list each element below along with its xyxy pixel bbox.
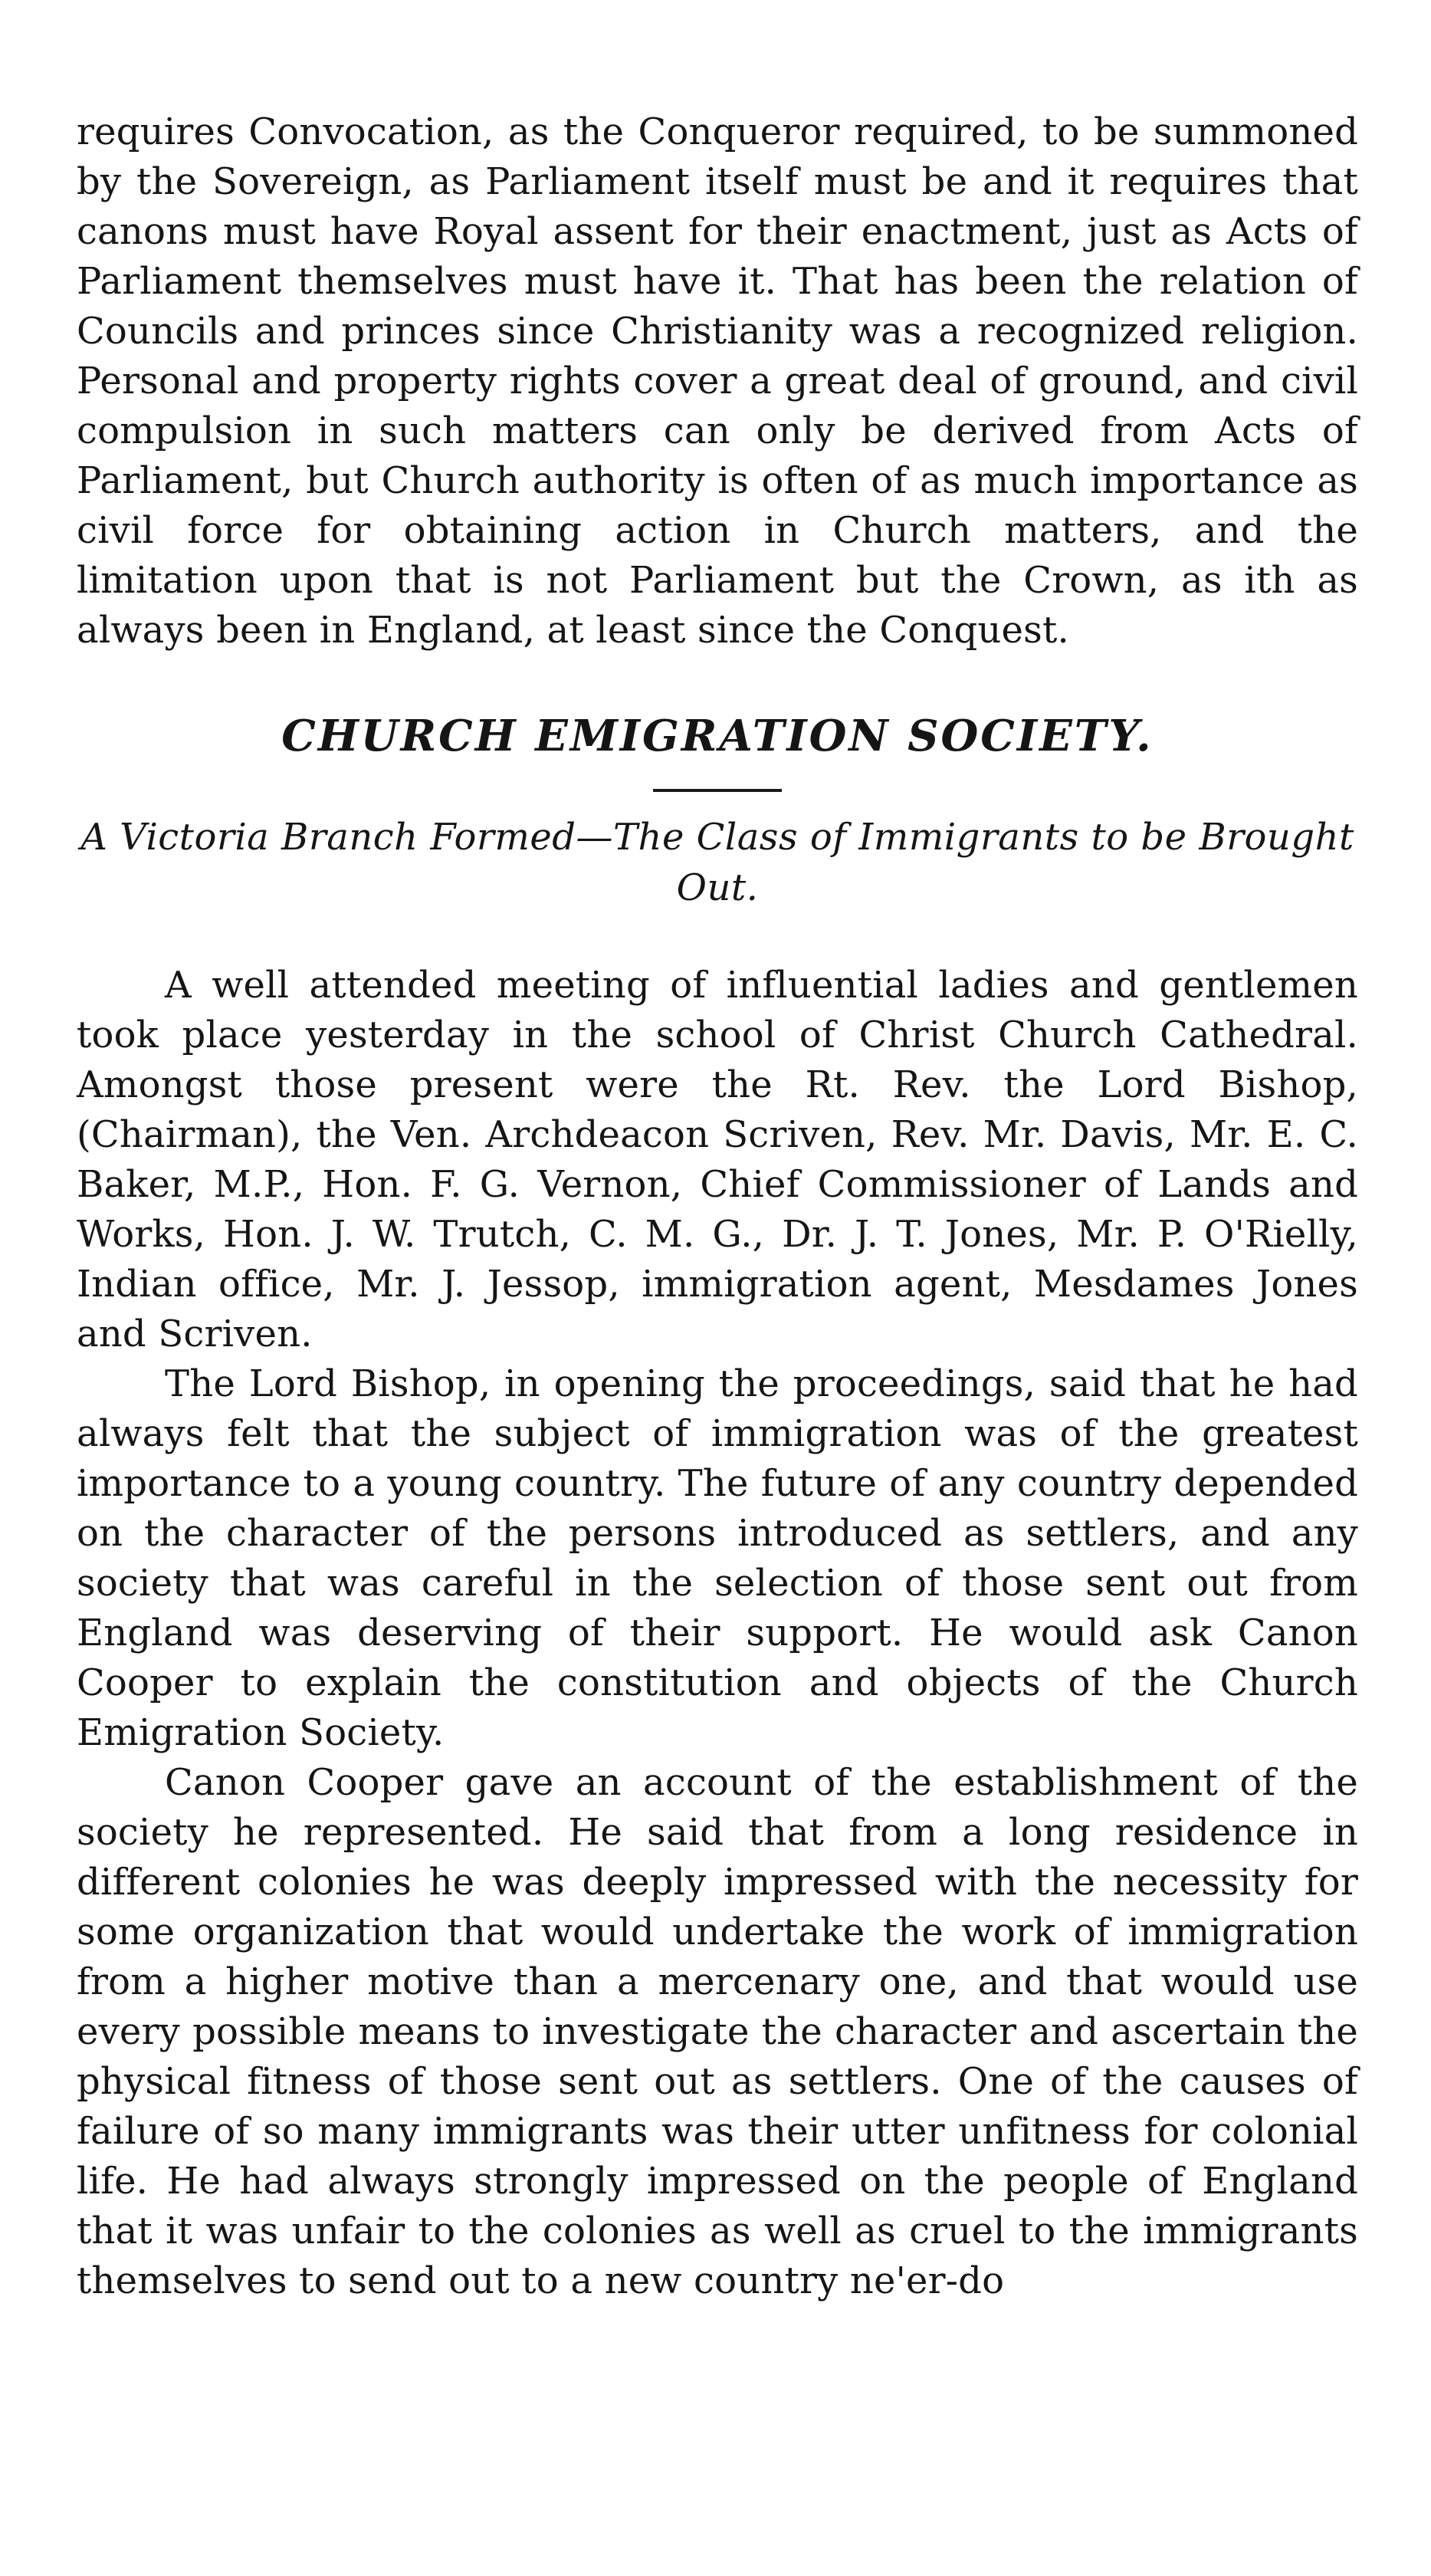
- heading-divider: [653, 789, 782, 792]
- paragraph-meeting: A well attended meeting of influential ladies and gentlemen took place yesterday in the school of Christ Church Cathedral. Amongst those present were the Rt. Rev. the Lord Bishop, (Chairman), the Ven. Archdeacon Scriven, Rev. Mr. Davis, Mr. E. C. Baker, M.P., Hon. F. G. Vernon, Chief Commissioner of Lands and Works, Hon. J. W. Trutch, C. M. G., Dr. J. T. Jones, Mr. P. O'Rielly, Indian office, Mr. J. Jessop, immigration agent, Mesdames Jones and Scriven.: [77, 964, 1358, 1355]
- paragraph-canon-cooper: Canon Cooper gave an account of the establishment of the society he represented. He said that from a long residence in different colonies he was deeply impressed with the necessity for some organization that would undertake the work of immigration from a higher motive than a mercenary one, and that would use every possible means to investigate the character and ascertain the physical fitness of those sent out as settlers. One of the causes of failure of so many immigrants was their utter unfitness for colonial life. He had always strongly impressed on the people of England that it was unfair to the colonies as well as cruel to the immigrants themselves to send out to a new country ne'er-do: [77, 1761, 1358, 2302]
- section-subheading: A Victoria Branch Formed—The Class of Immigrants to be Brought Out.: [80, 816, 1354, 909]
- section-heading: CHURCH EMIGRATION SOCIETY.: [281, 711, 1154, 761]
- article-body: [77, 961, 1358, 2306]
- newspaper-column: [77, 107, 1358, 2306]
- continued-paragraph: requires Convocation, as the Conqueror required, to be summoned by the Sovereign, as Parliament itself must be and it requires that canons must have Royal assent for their enactment, just as Acts of Parliament themselves must have it. That has been the relation of Councils and princes since Christianity was a recognized religion. Personal and property rights cover a great deal of ground, and civil compulsion in such matters can only be derived from Acts of Parliament, but Church authority is often of as much importance as civil force for obtaining action in Church matters, and the limitation upon that is not Parliament but the Crown, as ith as always been in England, at least since the Conquest.: [77, 110, 1358, 652]
- paragraph-bishop: The Lord Bishop, in opening the proceedings, said that he had always felt that the subject of immigration was of the greatest importance to a young country. The future of any country depended on the character of the persons introduced as settlers, and any society that was careful in the selection of those sent out from England was deserving of their support. He would ask Canon Cooper to explain the constitution and objects of the Church Emigration Society.: [77, 1362, 1358, 1754]
